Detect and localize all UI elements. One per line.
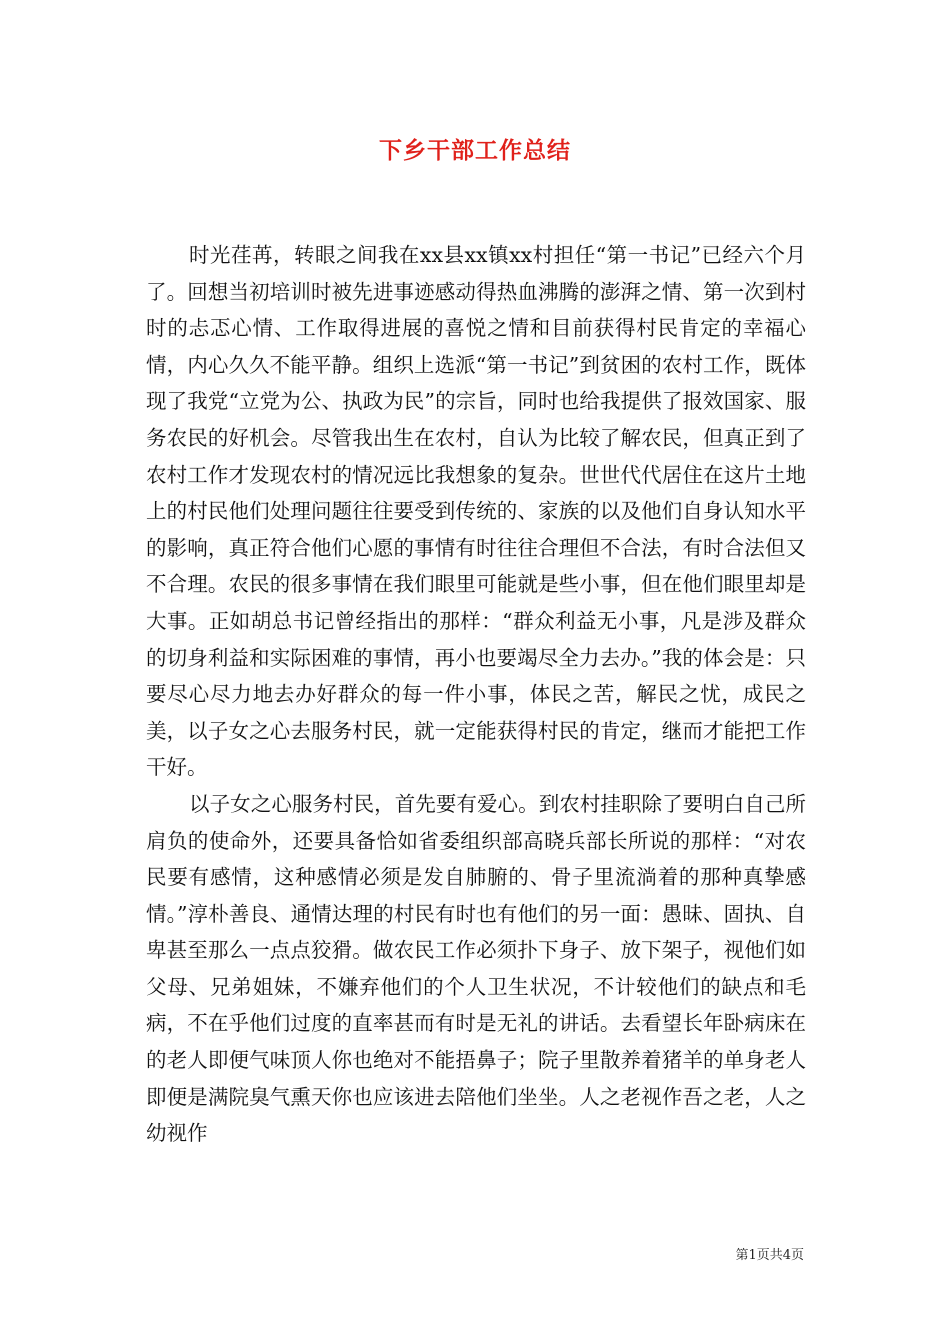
document-body (146, 237, 806, 1152)
paragraph-1: 时光荏苒，转眼之间我在xx县xx镇xx村担任“第一书记”已经六个月了。回想当初培训时被先进事迹感动得热血沸腾的澎湃之情、第一次到村时的忐忑心情、工作取得进展的喜悦之情和目前获得村民肯定的幸福心情，内心久久不能平静。组织上选派“第一书记”到贫困的农村工作，既体现了我党“立党为公、执政为民”的宗旨，同时也给我提供了报效国家、服务农民的好机会。尽管我出生在农村，自认为比较了解农民，但真正到了农村工作才发现农村的情况远比我想象的复杂。世世代代居住在这片土地上的村民他们处理问题往往要受到传统的、家族的以及他们自身认知水平的影响，真正符合他们心愿的事情有时往往合理但不合法，有时合法但又不合理。农民的很多事情在我们眼里可能就是些小事，但在他们眼里却是大事。正如胡总书记曾经指出的那样：“群众利益无小事，凡是涉及群众的切身利益和实际困难的事情，再小也要竭尽全力去办。”我的体会是：只要尽心尽力地去办好群众的每一件小事，体民之苦，解民之忧，成民之美，以子女之心去服务村民，就一定能获得村民的肯定，继而才能把工作干好。 (146, 243, 806, 780)
document-title: 下乡干部工作总结 (379, 137, 571, 164)
page-number: 第1页共4页 (735, 1248, 804, 1263)
paragraph-2: 以子女之心服务村民，首先要有爱心。到农村挂职除了要明白自己所肩负的使命外，还要具备恰如省委组织部高晓兵部长所说的那样：“对农民要有感情，这种感情必须是发自肺腑的、骨子里流淌着的那种真挚感情。”淳朴善良、通情达理的村民有时也有他们的另一面：愚昧、固执、自卑甚至那么一点点狡猾。做农民工作必须扑下身子、放下架子，视他们如父母、兄弟姐妹，不嫌弃他们的个人卫生状况，不计较他们的缺点和毛病，不在乎他们过度的直率甚而有时是无礼的讲话。去看望长年卧病床在的老人即便气味顶人你也绝对不能捂鼻子；院子里散养着猪羊的单身老人即便是满院臭气熏天你也应该进去陪他们坐坐。人之老视作吾之老，人之幼视作 (146, 791, 806, 1146)
